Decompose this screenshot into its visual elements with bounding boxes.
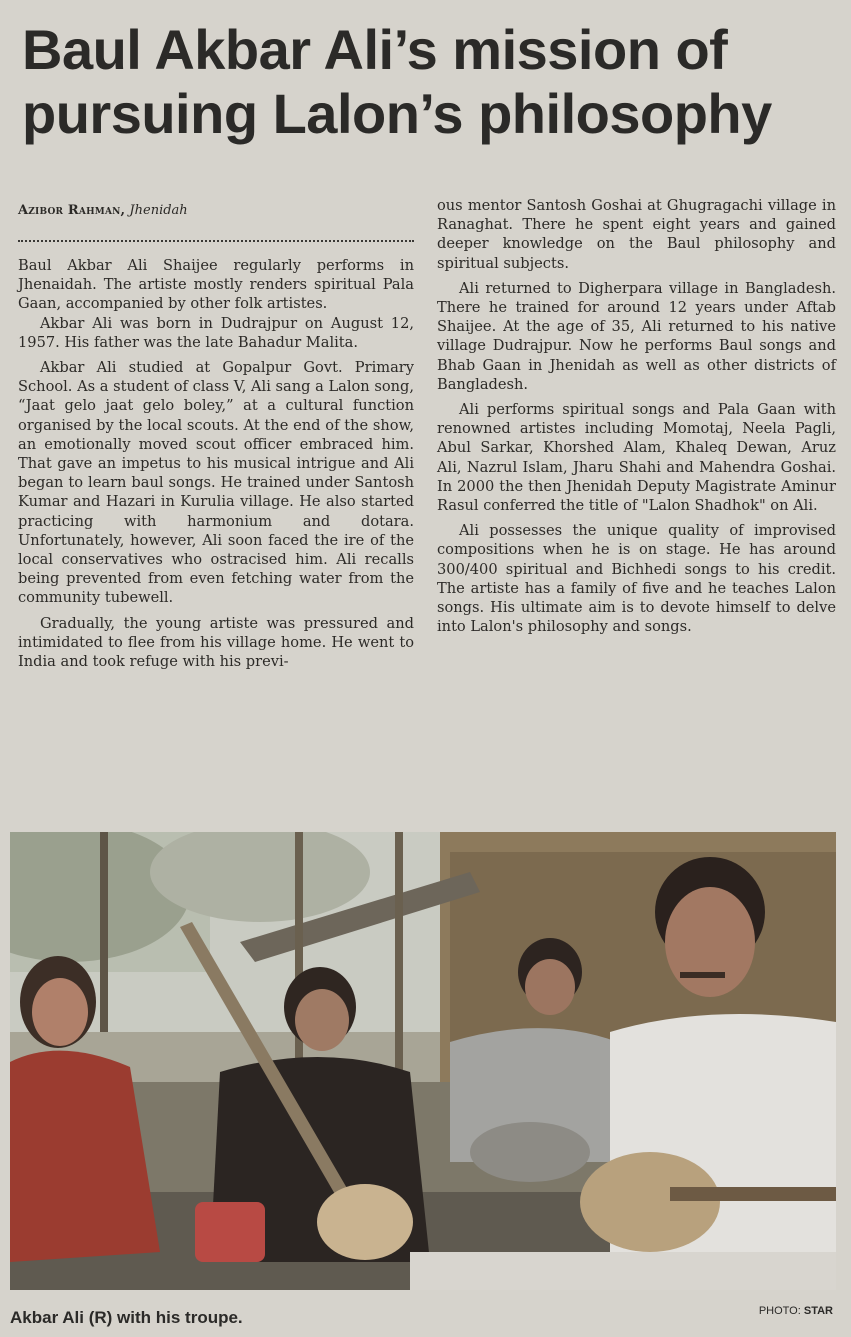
- troupe-photo: [10, 832, 836, 1290]
- photo-caption: Akbar Ali (R) with his troupe.: [10, 1308, 243, 1327]
- photo-credit-prefix: PHOTO:: [758, 1305, 801, 1317]
- byline-author: Azibor Rahman,: [18, 203, 126, 218]
- paragraph: Baul Akbar Ali Shaijee regularly performs in Jhenaidah. The artiste mostly renders spiritual Pala Gaan, accompanied by other folk artistes.: [18, 257, 414, 313]
- article-column-right: [437, 196, 836, 636]
- paragraph: Ali performs spiritual songs and Pala Gaan with renowned artistes including Momotaj, Neela Pagli, Abul Sarkar, Khorshed Alam, Khaleq Dewan, Aruz Ali, Nazrul Islam, Jharu Shahi and Mahendra Goshai. In 2000 the then Jhenidah Deputy Magistrate Aminur Rasul conferred the title of "Lalon Shadhok" on Ali.: [437, 401, 836, 515]
- photo-credit-source: STAR: [803, 1305, 833, 1317]
- paragraph: Ali possesses the unique quality of improvised compositions when he is on stage. He has around 300/400 spiritual and Bichhedi songs to his credit. The artiste has a family of five and he teaches Lalon songs. His ultimate aim is to devote himself to delve into Lalon's philosophy and songs.: [437, 522, 836, 636]
- paragraph: Gradually, the young artiste was pressured and intimidated to flee from his village home. He went to India and took refuge with his previ-: [18, 614, 414, 671]
- paragraph: Akbar Ali was born in Dudrajpur on August 12, 1957. His father was the late Bahadur Malita.: [18, 314, 414, 351]
- dotted-divider: [18, 240, 414, 242]
- paragraph: Ali returned to Digherpara village in Bangladesh. There he trained for around 12 years under Aftab Shaijee. At the age of 35, Ali returned to his native village Dudrajpur. Now he performs Baul songs and Bhab Gaan in Jhenidah as well as other districts of Bangladesh.: [437, 279, 836, 393]
- article-column-left: [18, 196, 414, 671]
- headline: Baul Akbar Ali’s mission of pursuing Lalon’s philosophy: [22, 18, 772, 145]
- paragraph: Akbar Ali studied at Gopalpur Govt. Primary School. As a student of class V, Ali sang a Lalon song, “Jaat gelo jaat gelo boley,” at a cultural function organised by the local scouts. At the end of the show, an emotionally moved scout officer embraced him. That gave an impetus to his musical intrigue and Ali began to learn baul songs. He trained under Santosh Kumar and Hazari in Kurulia village. He also started practicing with harmonium and dotara. Unfortunately, however, Ali soon faced the ire of the local conservatives who ostracised him. Ali recalls being prevented from even fetching water from the community tubewell.: [18, 359, 414, 607]
- troupe-photo-illustration: [10, 832, 836, 1290]
- byline: [18, 202, 414, 220]
- byline-location: Jhenidah: [129, 203, 188, 218]
- photo-credit: [759, 1305, 833, 1317]
- paragraph: ous mentor Santosh Goshai at Ghugragachi village in Ranaghat. There he spent eight years and gained deeper knowledge on the Baul philosophy and spiritual subjects.: [437, 197, 836, 272]
